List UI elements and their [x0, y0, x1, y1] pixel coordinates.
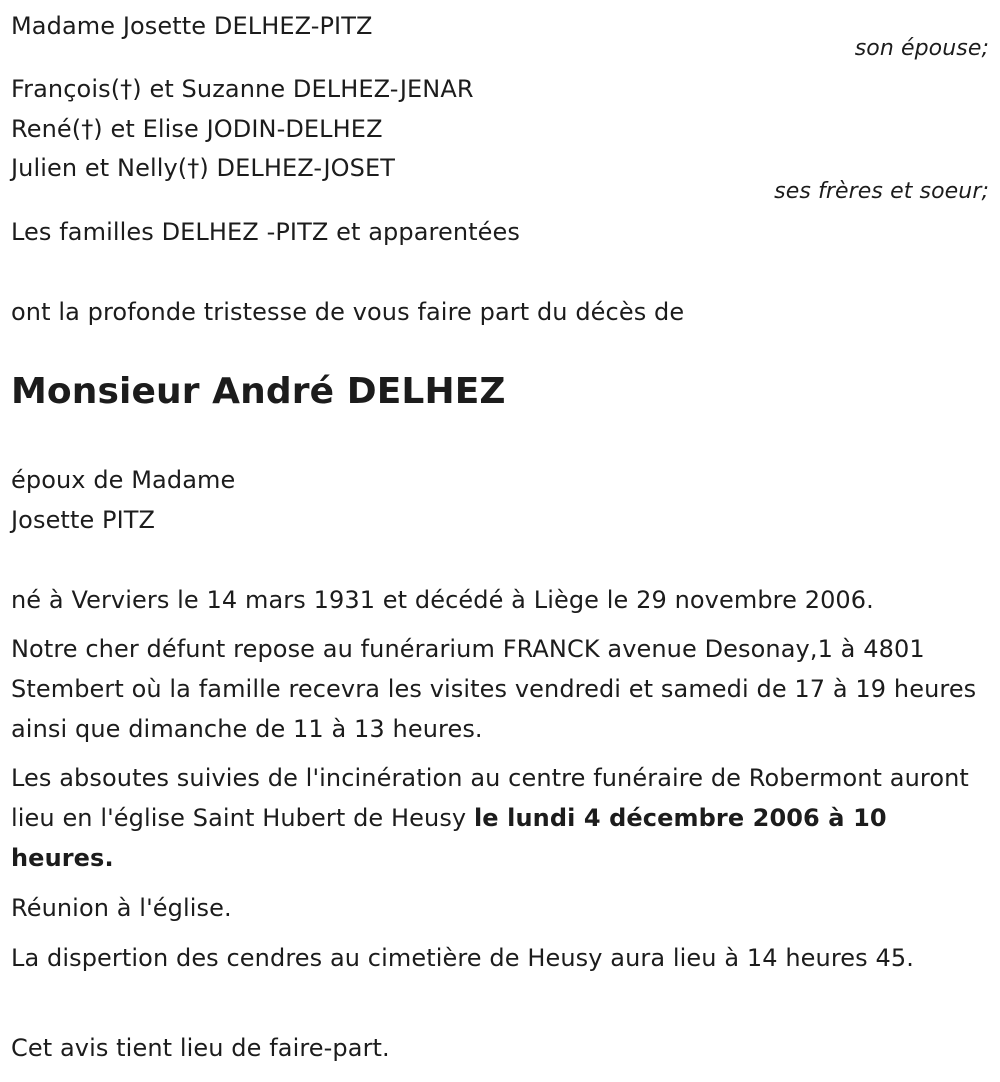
- birth-death: né à Verviers le 14 mars 1931 et décédé à Liège le 29 novembre 2006.: [11, 586, 874, 614]
- deceased-name: Monsieur André DELHEZ: [11, 371, 506, 412]
- sibling-1: François(†) et Suzanne DELHEZ-JENAR: [11, 75, 474, 103]
- announcement: ont la profonde tristesse de vous faire part du décès de: [11, 298, 685, 326]
- service-text: Les absoutes suivies de l'incinération au centre funéraire de Robermont auront lieu en l'église Saint Hubert de Heusy: [11, 764, 969, 832]
- visitation-paragraph: Notre cher défunt repose au funérarium FRANCK avenue Desonay,1 à 4801 Stembert où la famille recevra les visites vendredi et samedi de 17 à 19 heures ainsi que dimanche de 11 à 13 heures.: [11, 635, 977, 743]
- families-line: Les familles DELHEZ -PITZ et apparentées: [11, 218, 520, 246]
- siblings-role: ses frères et soeur;: [774, 179, 989, 204]
- spouse-line: Madame Josette DELHEZ-PITZ: [11, 12, 373, 40]
- ashes-paragraph: La dispertion des cendres au cimetière de Heusy aura lieu à 14 heures 45.: [11, 944, 914, 972]
- spouse-role: son épouse;: [854, 36, 989, 61]
- service-date: le lundi 4 décembre 2006 à 10 heures.: [11, 804, 887, 872]
- spouse-of-line-1: époux de Madame: [11, 466, 236, 494]
- service-paragraph: [11, 758, 996, 878]
- meeting-line: Réunion à l'église.: [11, 894, 232, 922]
- spouse-of-line-2: Josette PITZ: [11, 506, 156, 534]
- sibling-2: René(†) et Elise JODIN-DELHEZ: [11, 115, 383, 143]
- closing-line: Cet avis tient lieu de faire-part.: [11, 1034, 390, 1062]
- sibling-3: Julien et Nelly(†) DELHEZ-JOSET: [11, 154, 396, 182]
